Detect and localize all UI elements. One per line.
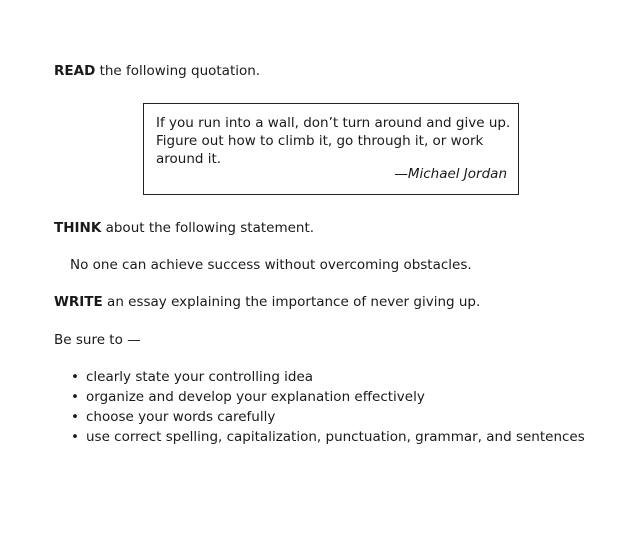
read-instruction: [54, 62, 260, 80]
bullet-icon: •: [71, 409, 79, 425]
bullet-icon: •: [71, 389, 79, 405]
be-sure-heading: Be sure to —: [54, 332, 141, 348]
read-instruction-text: the following quotation.: [95, 63, 261, 79]
think-instruction: [54, 219, 314, 237]
write-instruction: [54, 293, 480, 311]
think-keyword: THINK: [54, 220, 102, 236]
write-keyword: WRITE: [54, 294, 103, 310]
quotation-box: [143, 103, 519, 195]
checklist-item: • use correct spelling, capitalization, punctuation, grammar, and sentences: [71, 429, 585, 445]
quotation-text: If you run into a wall, don’t turn around and give up. Figure out how to climb it, go through it, or work around it.: [156, 115, 511, 167]
checklist-item: • clearly state your controlling idea: [71, 369, 314, 385]
think-instruction-text: about the following statement.: [101, 220, 315, 236]
checklist: [71, 367, 585, 447]
checklist-item: • organize and develop your explanation effectively: [71, 389, 425, 405]
bullet-icon: •: [71, 369, 79, 385]
bullet-icon: •: [71, 429, 79, 445]
quotation-author: —Michael Jordan: [394, 166, 507, 182]
checklist-item: • choose your words carefully: [71, 409, 276, 425]
read-keyword: READ: [54, 63, 96, 79]
write-instruction-text: an essay explaining the importance of never giving up.: [102, 294, 481, 310]
statement-text: No one can achieve success without overcoming obstacles.: [70, 257, 472, 273]
